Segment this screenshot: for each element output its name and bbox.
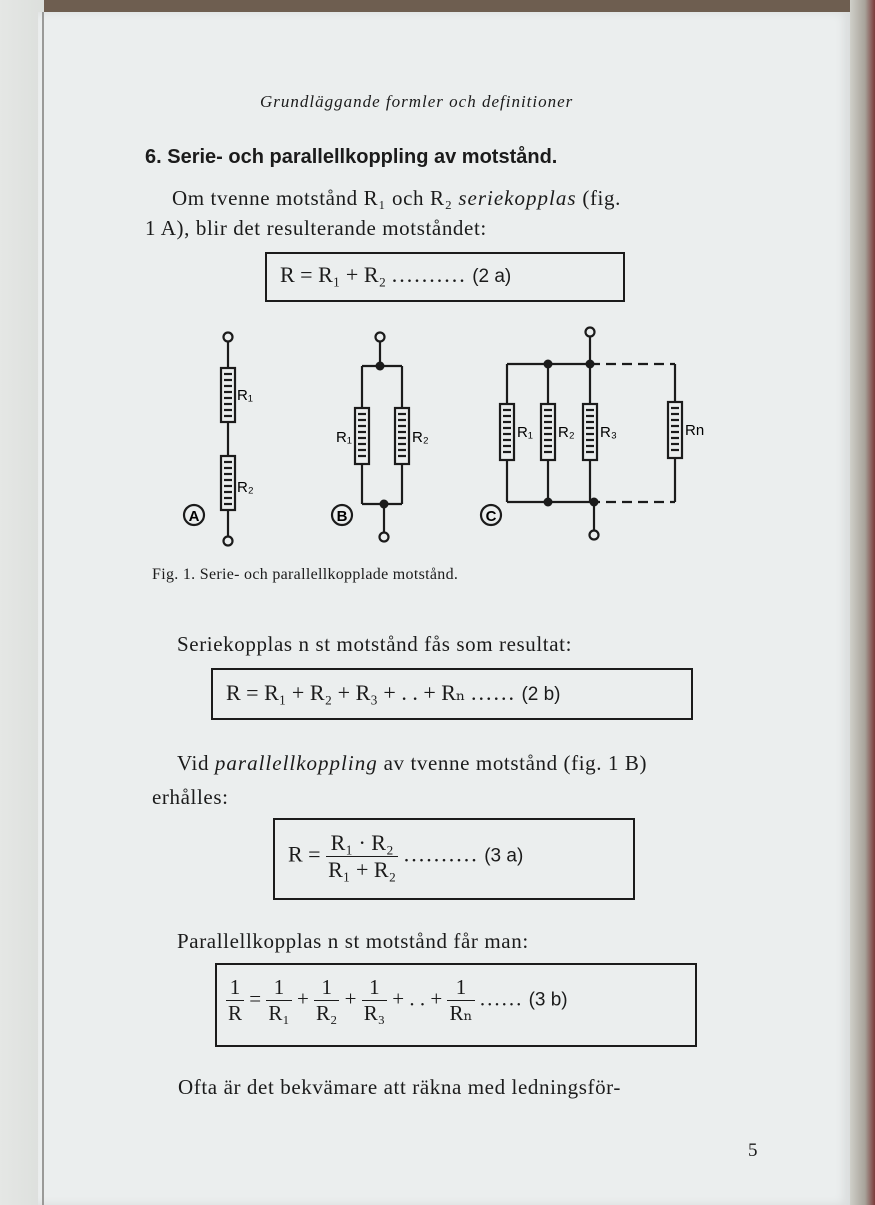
label-r2-c: R₂ bbox=[558, 424, 575, 441]
page-edge bbox=[850, 0, 875, 1205]
last-line: Ofta är det bekvämare att räkna med ledningsför- bbox=[178, 1075, 621, 1099]
terminal bbox=[224, 537, 233, 546]
resistor-r2-a bbox=[221, 456, 235, 510]
label-a: A bbox=[188, 508, 200, 525]
equals: = bbox=[249, 986, 262, 1011]
formula-3a bbox=[288, 830, 523, 883]
formula-3a-fraction bbox=[326, 830, 398, 883]
formula-3a-dots: .......... bbox=[403, 841, 479, 867]
parallel-end: av tvenne motstånd (fig. 1 B) bbox=[383, 751, 648, 775]
parallel-n-text: Parallellkopplas n st motstånd får man: bbox=[177, 929, 529, 953]
junction bbox=[380, 500, 389, 509]
formula-3b bbox=[226, 975, 568, 1026]
parallel-italic: parallellkoppling bbox=[214, 751, 378, 775]
label-r1-a: R₁ bbox=[237, 387, 253, 404]
parallel-line-2: erhålles: bbox=[152, 785, 229, 809]
resistor-r1-a bbox=[221, 368, 235, 422]
intro-text: Om tvenne motstånd R₁ och R₂ bbox=[172, 186, 453, 210]
formula-2a-label: (2 a) bbox=[472, 266, 512, 287]
section-heading: Serie- och parallellkoppling av motstånd. bbox=[167, 146, 558, 168]
junction bbox=[586, 360, 595, 369]
junction bbox=[590, 498, 599, 507]
terminal bbox=[586, 328, 595, 337]
terminal bbox=[376, 333, 385, 342]
formula-3a-label: (3 a) bbox=[484, 845, 524, 867]
circuit-figure bbox=[170, 322, 730, 550]
formula-2b-dots: ...... bbox=[470, 680, 516, 705]
plus: + bbox=[296, 986, 309, 1011]
term-r3 bbox=[362, 975, 387, 1026]
label-rn-c: Rn bbox=[685, 422, 705, 439]
den: R₁ bbox=[268, 1001, 290, 1025]
formula-3a-numerator: R₁ · R₂ bbox=[326, 830, 398, 857]
formula-2a-dots: .......... bbox=[391, 262, 467, 287]
ellipsis: + . . + bbox=[392, 986, 443, 1011]
formula-2b bbox=[226, 680, 561, 706]
intro-line-1 bbox=[172, 186, 621, 211]
formula-3b-dots: ...... bbox=[479, 986, 524, 1011]
formula-2b-lhs: R = R₁ + R₂ + R₃ + . . + Rₙ bbox=[226, 680, 466, 705]
term-r2 bbox=[314, 975, 339, 1026]
term-rn bbox=[447, 975, 474, 1026]
den: R₃ bbox=[363, 1001, 386, 1025]
gutter-line bbox=[42, 12, 44, 1205]
num: 1 bbox=[226, 975, 244, 1001]
label-r2-b: R₂ bbox=[412, 429, 429, 446]
section-title bbox=[145, 146, 557, 169]
junction bbox=[376, 362, 385, 371]
num: 1 bbox=[447, 975, 474, 1001]
label-r2-a: R₂ bbox=[237, 479, 254, 496]
label-r1-c: R₁ bbox=[517, 424, 533, 441]
den: Rₙ bbox=[449, 1001, 473, 1025]
label-r3-c: R₃ bbox=[600, 424, 617, 441]
formula-2a bbox=[280, 262, 511, 288]
label-c: C bbox=[485, 508, 497, 525]
page-number: 5 bbox=[748, 1140, 758, 1161]
circuit-c bbox=[481, 328, 682, 540]
formula-3a-denominator: R₁ + R₂ bbox=[328, 857, 397, 882]
label-b: B bbox=[336, 508, 348, 525]
den: R bbox=[228, 1001, 243, 1025]
num: 1 bbox=[266, 975, 291, 1001]
plus: + bbox=[344, 986, 357, 1011]
num: 1 bbox=[314, 975, 339, 1001]
formula-3a-lhs: R = bbox=[288, 841, 321, 867]
terminal bbox=[380, 533, 389, 542]
formula-3b-lhs bbox=[226, 975, 244, 1026]
series-n-text: Seriekopplas n st motstånd fås som resultat: bbox=[177, 632, 573, 656]
formula-2a-lhs: R = R₁ + R₂ bbox=[280, 262, 387, 287]
den: R₂ bbox=[316, 1001, 338, 1025]
running-head: Grundläggande formler och definitioner bbox=[260, 92, 574, 111]
junction bbox=[544, 360, 553, 369]
num: 1 bbox=[362, 975, 387, 1001]
intro-line-2: 1 A), blir det resulterande motståndet: bbox=[145, 216, 487, 240]
terminal bbox=[590, 531, 599, 540]
figure-caption: Fig. 1. Serie- och parallellkopplade motstånd. bbox=[152, 566, 459, 583]
intro-end: (fig. bbox=[582, 186, 621, 210]
intro-italic: seriekopplas bbox=[458, 186, 577, 210]
terminal bbox=[224, 333, 233, 342]
section-number: 6. bbox=[145, 146, 162, 168]
parallel-line-1 bbox=[177, 751, 647, 776]
parallel-start: Vid bbox=[177, 751, 210, 775]
junction bbox=[544, 498, 553, 507]
formula-3b-label: (3 b) bbox=[528, 989, 568, 1011]
term-r1 bbox=[266, 975, 291, 1026]
label-r1-b: R₁ bbox=[336, 429, 352, 446]
formula-2b-label: (2 b) bbox=[521, 684, 561, 705]
